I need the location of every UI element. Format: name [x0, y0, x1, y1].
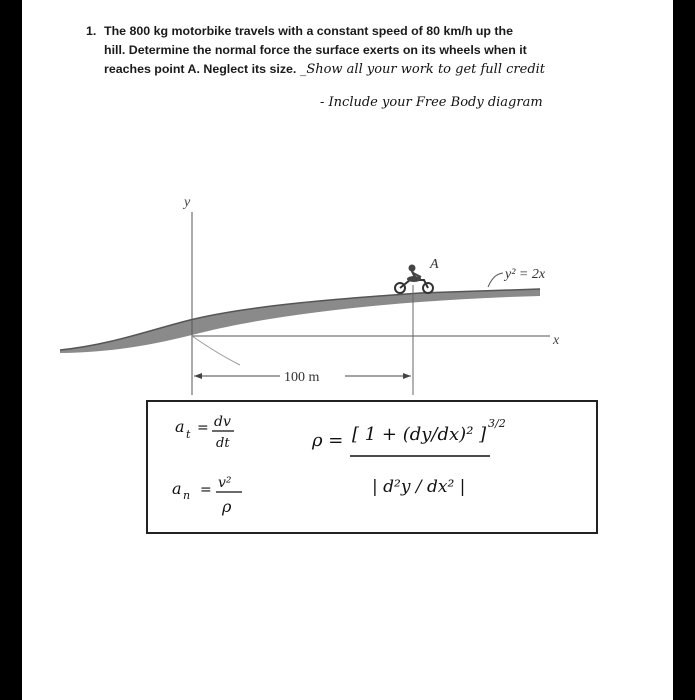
curve-equation-label: y² = 2x — [505, 267, 546, 282]
at-symbol: a — [175, 417, 185, 436]
curve-label-leader — [488, 273, 503, 287]
point-a-label: A — [430, 257, 439, 272]
at-equals: = — [197, 420, 209, 436]
motorbike-icon — [395, 265, 433, 294]
hill-ground — [60, 289, 540, 353]
rho-denominator: | d²y / dx² | — [372, 477, 466, 497]
handwritten-note-show-work: _Show all your work to get full credit — [299, 62, 546, 77]
rho-exponent: 3/2 — [488, 417, 506, 430]
an-numerator: v² — [218, 475, 232, 491]
handwritten-note-fbd: - Include your Free Body diagram — [320, 95, 543, 110]
rho-lhs: ρ = — [312, 430, 344, 451]
problem-line-3-text: reaches point A. Neglect its size. — [104, 62, 297, 76]
an-denominator: ρ — [222, 497, 232, 516]
dimension-arrow-left — [194, 373, 202, 379]
formula-box — [146, 400, 598, 534]
an-subscript: n — [183, 489, 191, 502]
problem-number: 1. — [86, 24, 97, 38]
dimension-arrow-right — [403, 373, 411, 379]
rho-numerator: [ 1 + (dy/dx)² ] — [352, 424, 487, 445]
problem-line-2: hill. Determine the normal force the surface exerts on its wheels when it — [104, 43, 527, 57]
x-axis-label: x — [553, 333, 560, 348]
an-symbol: a — [172, 479, 182, 498]
problem-line-1: The 800 kg motorbike travels with a constant speed of 80 km/h up the — [104, 24, 513, 38]
y-axis-label: y — [184, 195, 191, 210]
at-numerator: dv — [214, 414, 231, 430]
at-subscript: t — [186, 428, 191, 441]
at-denominator: dt — [216, 436, 230, 451]
an-equals: = — [200, 482, 212, 498]
curve-lower-branch — [192, 336, 240, 365]
dimension-label: 100 m — [284, 370, 320, 385]
